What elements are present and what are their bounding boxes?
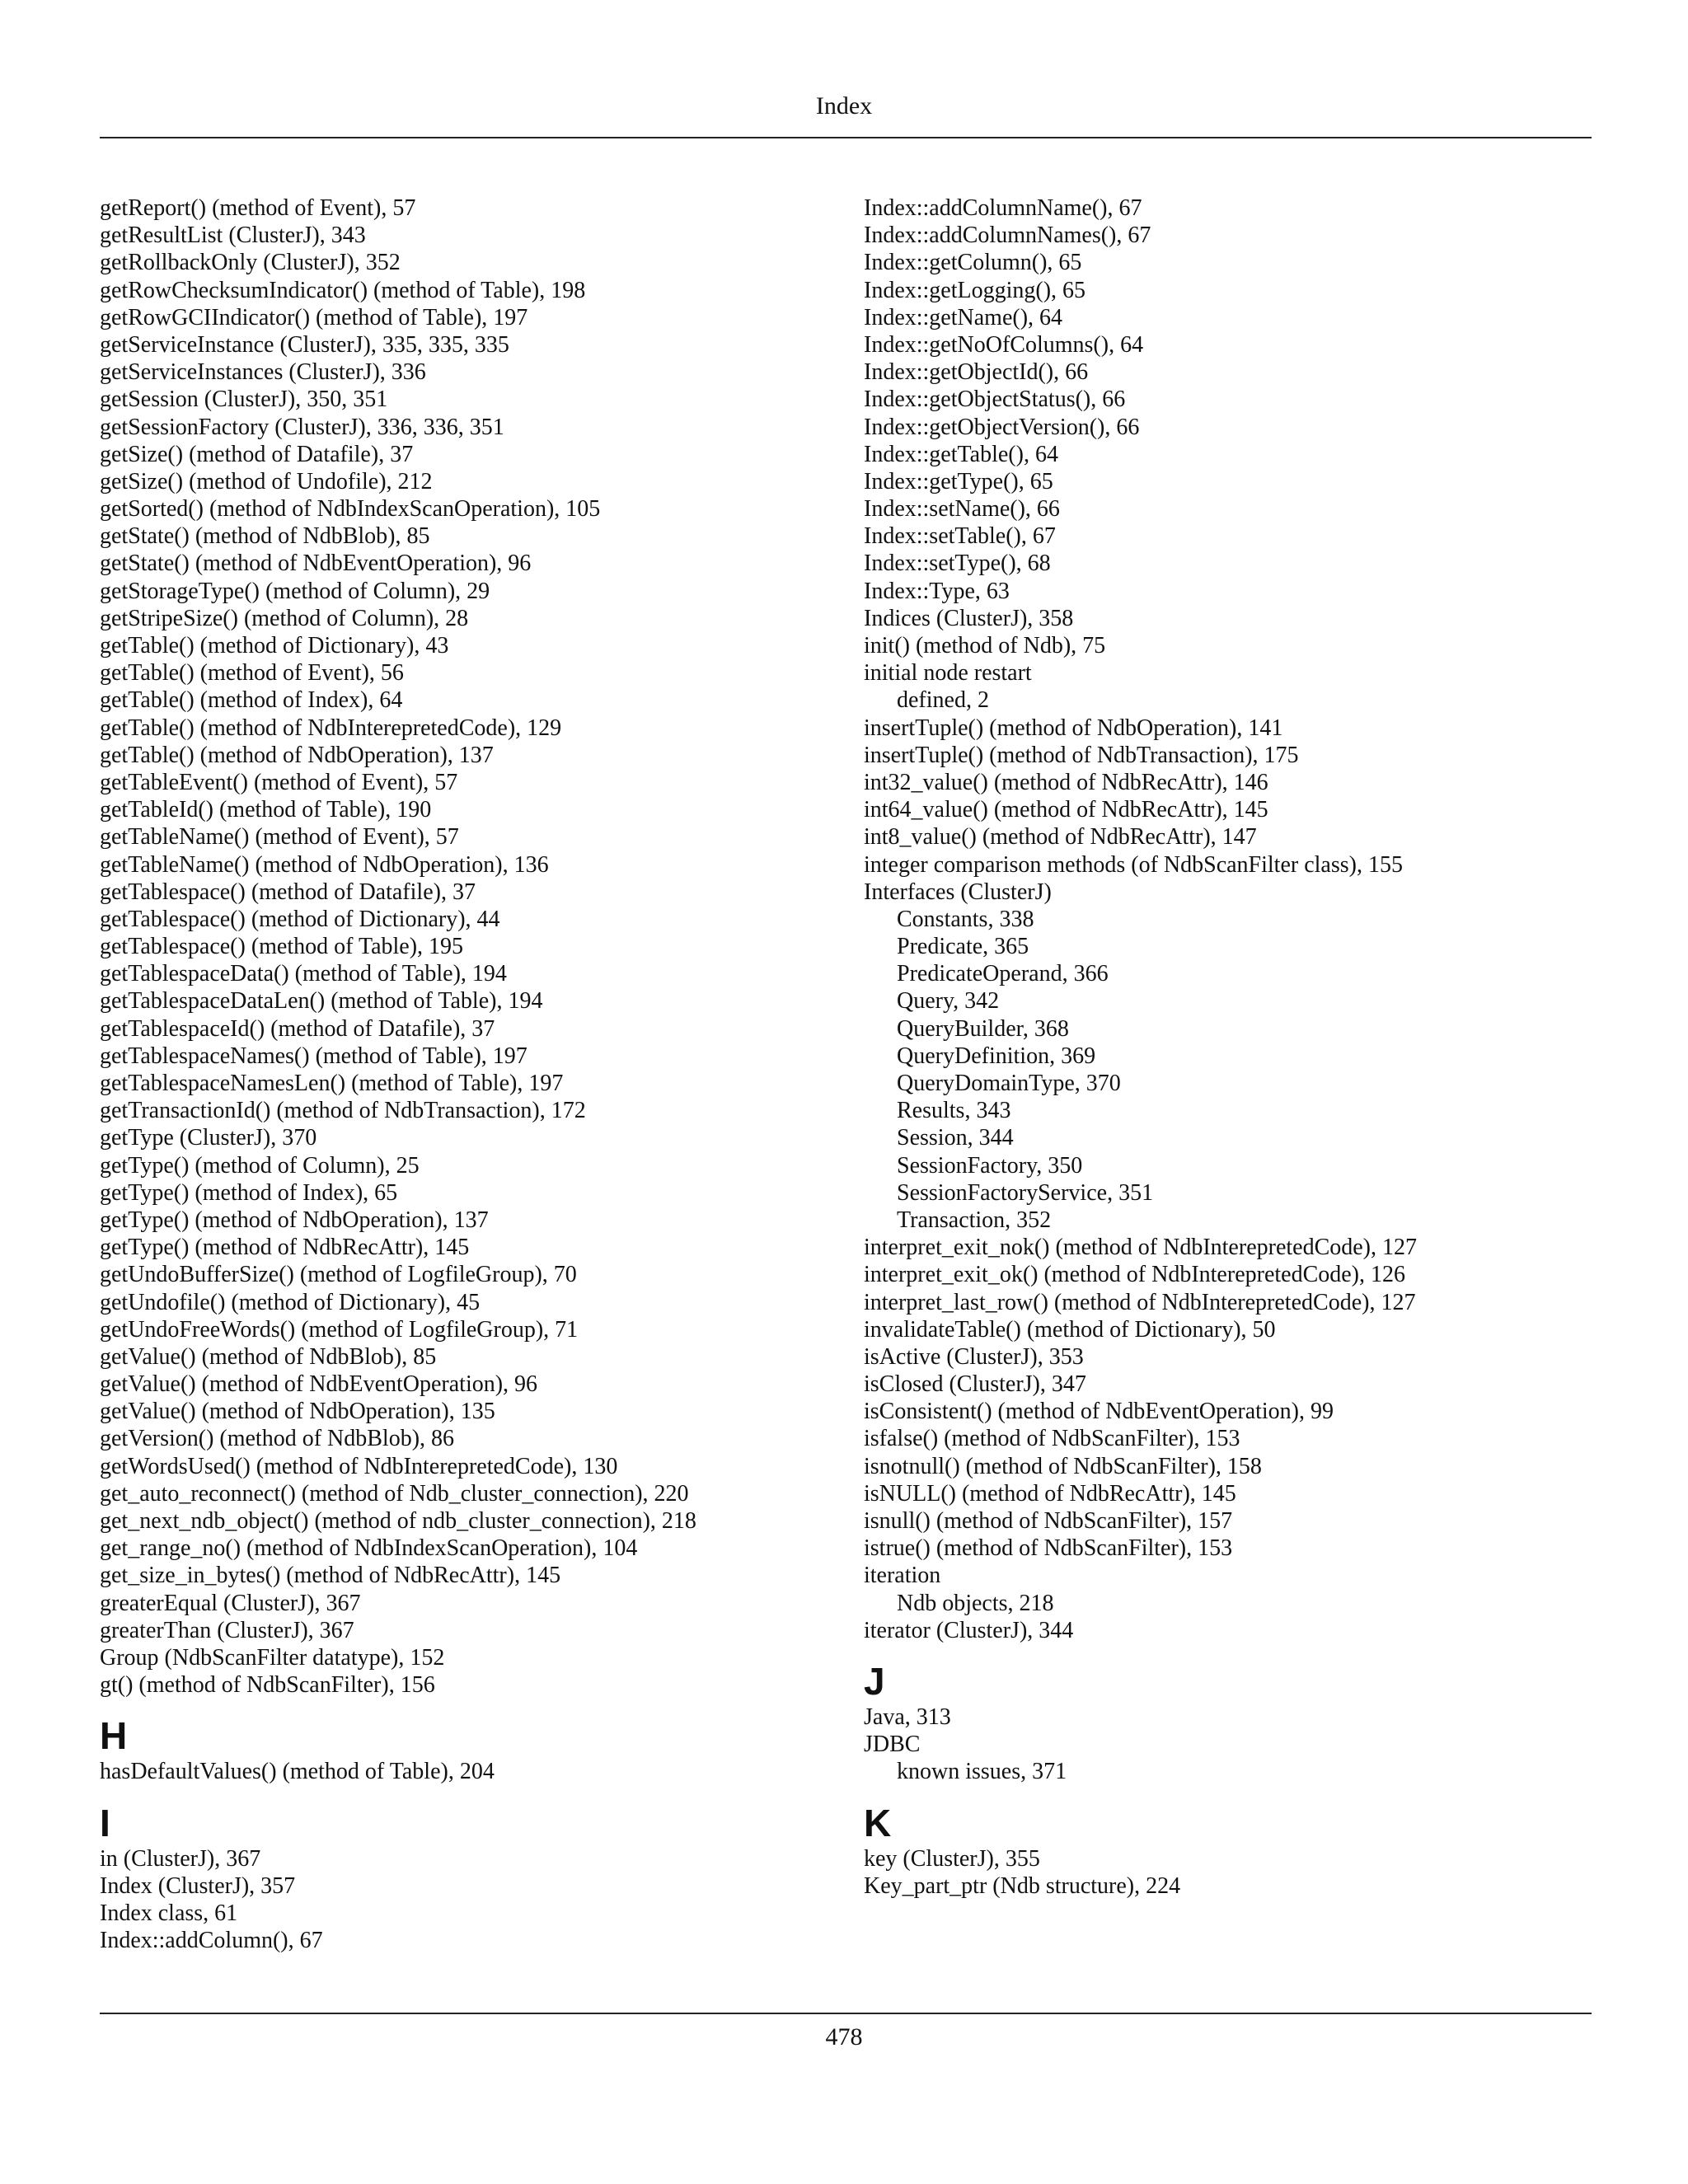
index-entry: getTable() (method of NdbOperation), 137 (100, 742, 494, 768)
index-entry: Index::getName(), 64 (864, 304, 1063, 330)
index-entry: integer comparison methods (of NdbScanFilter class), 155 (864, 851, 1403, 878)
index-entry: isfalse() (method of NdbScanFilter), 153 (864, 1426, 1240, 1452)
index-entry: iteration (864, 1563, 941, 1589)
index-entry: Interfaces (ClusterJ) (864, 879, 1052, 905)
index-entry: getUndoBufferSize() (method of LogfileGroup), 70 (100, 1262, 577, 1288)
index-entry: getTablespaceData() (method of Table), 194 (100, 961, 507, 987)
index-entry: Index::getType(), 65 (864, 468, 1053, 494)
index-entry: getStripeSize() (method of Column), 28 (100, 605, 469, 631)
index-entry: isConsistent() (method of NdbEventOperation), 99 (864, 1399, 1334, 1425)
index-subentry: Constants, 338 (897, 906, 1034, 932)
index-entry: Index::getTable(), 64 (864, 441, 1058, 467)
index-subentry: Results, 343 (897, 1098, 1011, 1124)
index-entry: getValue() (method of NdbBlob), 85 (100, 1343, 437, 1370)
index-entry: getTableEvent() (method of Event), 57 (100, 769, 458, 795)
index-entry: Index::getObjectId(), 66 (864, 359, 1089, 386)
index-entry: init() (method of Ndb), 75 (864, 633, 1106, 658)
index-subentry: known issues, 371 (897, 1759, 1067, 1785)
index-entry: interpret_exit_nok() (method of NdbInterepretedCode), 127 (864, 1235, 1418, 1261)
index-entry: getSorted() (method of NdbIndexScanOperation), 105 (100, 496, 601, 523)
index-entry: iterator (ClusterJ), 344 (864, 1617, 1074, 1643)
section-letter: K (864, 1801, 892, 1844)
index-entry: isnotnull() (method of NdbScanFilter), 158 (864, 1453, 1262, 1479)
index-entry: Index (ClusterJ), 357 (100, 1872, 296, 1899)
index-entry: getTableName() (method of Event), 57 (100, 824, 459, 851)
index-entry: getValue() (method of NdbOperation), 135 (100, 1399, 495, 1425)
index-entry: interpret_exit_ok() (method of NdbInterepretedCode), 126 (864, 1262, 1406, 1288)
index-entry: key (ClusterJ), 355 (864, 1845, 1040, 1872)
index-subentry: QueryBuilder, 368 (897, 1015, 1069, 1042)
section-letter: H (100, 1714, 128, 1758)
index-entry: get_next_ndb_object() (method of ndb_cluster_connection), 218 (100, 1508, 696, 1534)
index-entry: getTable() (method of Index), 64 (100, 687, 403, 714)
index-entry: get_size_in_bytes() (method of NdbRecAttr), 145 (100, 1563, 561, 1589)
index-entry: getType (ClusterJ), 370 (100, 1125, 317, 1151)
index-entry: getType() (method of Column), 25 (100, 1152, 420, 1179)
index-entry: Index::addColumn(), 67 (100, 1928, 323, 1954)
section-letter: I (100, 1801, 110, 1844)
index-entry: Index class, 61 (100, 1900, 238, 1926)
index-entry: getSession (ClusterJ), 350, 351 (100, 387, 388, 413)
index-entry: Index::getNoOfColumns(), 64 (864, 331, 1144, 358)
index-subentry: SessionFactoryService, 351 (897, 1179, 1154, 1206)
index-entry: getRowGCIIndicator() (method of Table), 197 (100, 304, 528, 330)
index-subentry: QueryDefinition, 369 (897, 1043, 1096, 1069)
index-entry: getState() (method of NdbEventOperation), 96 (100, 551, 532, 577)
index-entry: isnull() (method of NdbScanFilter), 157 (864, 1508, 1233, 1534)
index-entry: initial node restart (864, 660, 1032, 687)
running-header: Index (815, 92, 873, 120)
index-entry: getType() (method of NdbOperation), 137 (100, 1207, 489, 1233)
index-entry: getTablespaceNames() (method of Table), 197 (100, 1043, 528, 1069)
index-subentry: PredicateOperand, 366 (897, 961, 1109, 987)
index-entry: getTablespaceId() (method of Datafile), 37 (100, 1015, 495, 1042)
index-entry: get_auto_reconnect() (method of Ndb_cluster_connection), 220 (100, 1480, 689, 1507)
index-subentry: Session, 344 (897, 1125, 1014, 1151)
index-entry: getUndoFreeWords() (method of LogfileGroup), 71 (100, 1316, 579, 1343)
index-entry: Index::addColumnName(), 67 (864, 195, 1142, 221)
index-entry: getWordsUsed() (method of NdbInterepretedCode), 130 (100, 1453, 618, 1479)
index-entry: getUndofile() (method of Dictionary), 45 (100, 1289, 481, 1315)
index-entry: gt() (method of NdbScanFilter), 156 (100, 1672, 435, 1699)
index-entry: insertTuple() (method of NdbTransaction), 175 (864, 742, 1299, 768)
index-entry: int32_value() (method of NdbRecAttr), 146 (864, 769, 1268, 795)
index-column-right (864, 194, 1606, 1900)
index-subentry: QueryDomainType, 370 (897, 1071, 1121, 1096)
index-entry: getTable() (method of Event), 56 (100, 660, 404, 687)
index-entry: getValue() (method of NdbEventOperation), 96 (100, 1371, 538, 1398)
index-entry: Index::setType(), 68 (864, 551, 1051, 577)
index-entry: getRollbackOnly (ClusterJ), 352 (100, 250, 401, 276)
index-entry: Java, 313 (864, 1704, 951, 1730)
index-entry: greaterEqual (ClusterJ), 367 (100, 1590, 361, 1616)
index-subentry: Query, 342 (897, 988, 1000, 1015)
index-subentry: defined, 2 (897, 687, 989, 714)
index-entry: getReport() (method of Event), 57 (100, 195, 416, 221)
index-entry: getTableName() (method of NdbOperation), 136 (100, 851, 549, 878)
index-subentry: SessionFactory, 350 (897, 1152, 1083, 1179)
index-entry: insertTuple() (method of NdbOperation), 141 (864, 715, 1283, 741)
index-entry: Index::getObjectVersion(), 66 (864, 414, 1140, 440)
index-subentry: Predicate, 365 (897, 934, 1029, 960)
index-entry: getState() (method of NdbBlob), 85 (100, 523, 430, 550)
index-entry: Index::setName(), 66 (864, 496, 1060, 523)
header-rule (100, 137, 1592, 138)
index-subentry: Transaction, 352 (897, 1207, 1052, 1233)
index-entry: isClosed (ClusterJ), 347 (864, 1371, 1086, 1398)
index-entry: getSize() (method of Datafile), 37 (100, 441, 414, 467)
index-entry: getTransactionId() (method of NdbTransaction), 172 (100, 1098, 586, 1124)
index-entry: Index::Type, 63 (864, 578, 1010, 604)
index-entry: isNULL() (method of NdbRecAttr), 145 (864, 1480, 1236, 1507)
index-entry: Index::addColumnNames(), 67 (864, 223, 1151, 249)
footer-rule (100, 2013, 1592, 2014)
index-entry: int64_value() (method of NdbRecAttr), 145 (864, 797, 1268, 823)
index-entry: Index::getLogging(), 65 (864, 277, 1086, 303)
index-entry: interpret_last_row() (method of NdbInterepretedCode), 127 (864, 1289, 1416, 1315)
index-entry: getServiceInstance (ClusterJ), 335, 335, 335 (100, 331, 509, 358)
index-entry: int8_value() (method of NdbRecAttr), 147 (864, 824, 1257, 851)
index-entry: Index::setTable(), 67 (864, 523, 1056, 550)
index-entry: getResultList (ClusterJ), 343 (100, 223, 366, 249)
index-entry: getType() (method of Index), 65 (100, 1179, 398, 1206)
index-entry: getTablespace() (method of Table), 195 (100, 934, 464, 960)
index-entry: Indices (ClusterJ), 358 (864, 605, 1074, 631)
index-entry: getTable() (method of NdbInterepretedCode), 129 (100, 715, 562, 741)
index-entry: get_range_no() (method of NdbIndexScanOperation), 104 (100, 1535, 638, 1562)
index-entry: getSessionFactory (ClusterJ), 336, 336, 351 (100, 414, 504, 440)
index-subentry: Ndb objects, 218 (897, 1590, 1054, 1616)
index-entry: hasDefaultValues() (method of Table), 204 (100, 1759, 495, 1785)
index-entry: getServiceInstances (ClusterJ), 336 (100, 359, 426, 386)
index-entry: in (ClusterJ), 367 (100, 1845, 261, 1872)
index-entry: getTablespaceNamesLen() (method of Table), 197 (100, 1071, 564, 1096)
index-entry: getTable() (method of Dictionary), 43 (100, 633, 449, 658)
index-entry: Key_part_ptr (Ndb structure), 224 (864, 1872, 1181, 1899)
index-entry: getVersion() (method of NdbBlob), 86 (100, 1426, 455, 1452)
index-entry: isActive (ClusterJ), 353 (864, 1343, 1084, 1370)
index-entry: JDBC (864, 1732, 921, 1758)
index-column-left (100, 194, 842, 1954)
index-entry: getRowChecksumIndicator() (method of Table), 198 (100, 277, 586, 303)
index-entry: getSize() (method of Undofile), 212 (100, 468, 433, 494)
index-entry: getType() (method of NdbRecAttr), 145 (100, 1235, 470, 1261)
index-entry: getTableId() (method of Table), 190 (100, 797, 432, 823)
index-entry: getTablespaceDataLen() (method of Table), 194 (100, 988, 543, 1015)
index-entry: Index::getColumn(), 65 (864, 250, 1082, 276)
index-entry: getStorageType() (method of Column), 29 (100, 578, 490, 604)
index-entry: invalidateTable() (method of Dictionary), 50 (864, 1316, 1276, 1343)
index-entry: getTablespace() (method of Dictionary), 44 (100, 906, 500, 932)
page-number: 478 (825, 2023, 863, 2050)
section-letter: J (864, 1659, 885, 1703)
index-entry: Index::getObjectStatus(), 66 (864, 387, 1126, 413)
index-entry: Group (NdbScanFilter datatype), 152 (100, 1644, 445, 1671)
index-entry: getTablespace() (method of Datafile), 37 (100, 879, 476, 905)
index-entry: greaterThan (ClusterJ), 367 (100, 1617, 354, 1643)
index-entry: istrue() (method of NdbScanFilter), 153 (864, 1535, 1233, 1562)
